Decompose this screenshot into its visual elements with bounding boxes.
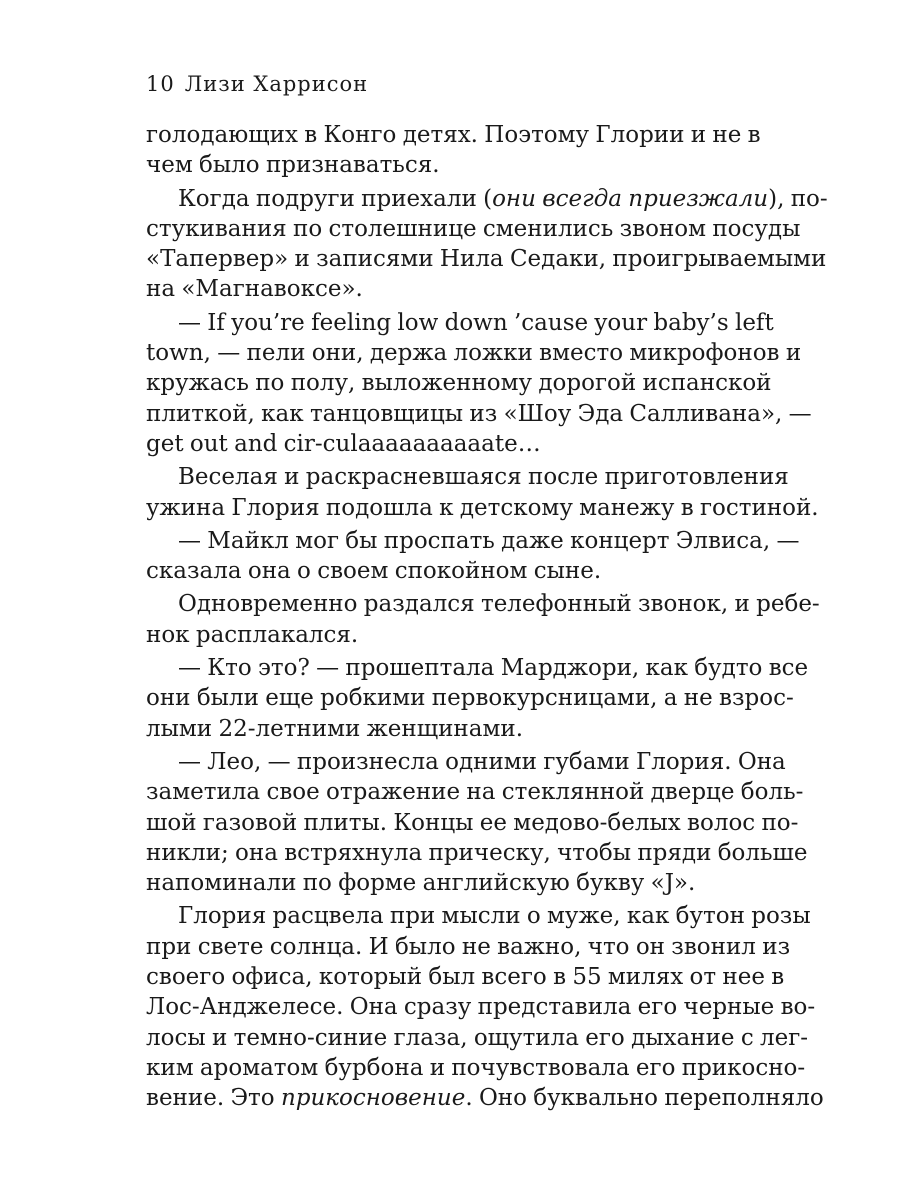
- text-run: чем было признаваться.: [146, 152, 440, 179]
- text-run: — Лео, — произнесла одними губами Глория. Она: [178, 748, 786, 775]
- text-line: [146, 714, 742, 744]
- text-line: [146, 1023, 809, 1053]
- text-line: [146, 868, 742, 898]
- text-run: лыми 22-летними женщинами.: [146, 715, 524, 742]
- author-name: Лизи Харрисон: [184, 72, 369, 96]
- text-line: [146, 683, 794, 713]
- text-run: плиткой, как танцовщицы из «Шоу Эда Салливана», —: [146, 400, 812, 427]
- text-run: get out and cir-culaaaaaaaaaate…: [146, 430, 541, 457]
- text-line: [146, 808, 799, 838]
- text-run: своего офиса, который был всего в 55 милях от нее в: [146, 964, 785, 991]
- text-run: Лос-Анджелесе. Она сразу представила его черные во-: [146, 994, 816, 1021]
- text-run: Одновременно раздался телефонный звонок, и ребе-: [178, 591, 820, 618]
- text-run: при свете солнца. И было не важно, что он звонил из: [146, 933, 791, 960]
- text-line: [146, 368, 772, 398]
- text-line: [146, 962, 785, 992]
- text-run: лосы и темно-синие глаза, ощутила его дыхание с лег-: [146, 1024, 809, 1051]
- text-line: [146, 244, 827, 274]
- text-run: . Оно буквально переполняло: [465, 1085, 824, 1112]
- text-line: [146, 992, 816, 1022]
- text-line: [146, 556, 742, 586]
- text-line: [146, 1083, 824, 1113]
- text-run: ), по-: [768, 185, 828, 212]
- text-line: [146, 901, 811, 931]
- text-line: [146, 338, 802, 368]
- running-header: [146, 72, 368, 96]
- text-line: [146, 399, 812, 429]
- text-run: заметила свое отражение на стеклянной дверце боль-: [146, 779, 804, 806]
- text-run: голодающих в Конго детях. Поэтому Глории и не в: [146, 122, 761, 148]
- text-run: Глория расцвела при мысли о муже, как бутон розы: [178, 903, 811, 930]
- italic-run: они всегда приезжали: [492, 185, 769, 212]
- text-line: [146, 308, 774, 338]
- text-line: [146, 214, 801, 244]
- text-run: шой газовой плиты. Концы ее медово-белых волос по-: [146, 809, 799, 836]
- text-run: никли; она встряхнула прическу, чтобы пряди больше: [146, 839, 808, 866]
- text-run: «Тапервер» и записями Нила Седаки, проигрываемыми: [146, 246, 827, 273]
- text-run: ужина Глория подошла к детскому манежу в гостиной.: [146, 494, 819, 521]
- text-line: [146, 526, 800, 556]
- text-run: Веселая и раскрасневшаяся после приготовления: [178, 464, 789, 491]
- page-number: 10: [146, 72, 175, 96]
- text-line: [146, 120, 761, 150]
- text-run: ким ароматом бурбона и почувствовала его прикосно-: [146, 1054, 806, 1081]
- text-line: [146, 653, 809, 683]
- text-run: — Кто это? — прошептала Марджори, как будто все: [178, 655, 809, 682]
- text-line: [146, 1053, 806, 1083]
- text-run: на «Магнавоксе».: [146, 276, 363, 303]
- text-line: [146, 838, 808, 868]
- text-run: стукивания по столешнице сменились звоном посуды: [146, 215, 801, 242]
- italic-run: прикосновение: [280, 1085, 466, 1112]
- text-run: кружась по полу, выложенному дорогой испанской: [146, 370, 772, 397]
- text-run: town, — пели они, держа ложки вместо микрофонов и: [146, 340, 802, 367]
- text-line: [146, 429, 742, 459]
- text-line: [146, 274, 742, 304]
- text-run: они были еще робкими первокурсницами, а не взрос-: [146, 685, 794, 712]
- text-run: — If you’re feeling low down ’cause your baby’s left: [178, 309, 774, 336]
- text-line: [146, 620, 742, 650]
- text-run: вение. Это: [146, 1085, 281, 1112]
- text-line: [146, 932, 791, 962]
- text-run: — Майкл мог бы проспать даже концерт Элвиса, —: [178, 527, 800, 554]
- text-line: [146, 150, 742, 180]
- text-line: [146, 747, 786, 777]
- text-line: [146, 184, 828, 214]
- text-line: [146, 462, 789, 492]
- text-line: [146, 493, 819, 523]
- body-text: [146, 120, 828, 1114]
- text-run: нок расплакался.: [146, 621, 359, 648]
- text-run: сказала она о своем спокойном сыне.: [146, 558, 602, 585]
- text-run: напоминали по форме английскую букву «J».: [146, 870, 696, 897]
- text-line: [146, 777, 804, 807]
- text-line: [146, 589, 820, 619]
- text-run: Когда подруги приехали (: [178, 185, 493, 212]
